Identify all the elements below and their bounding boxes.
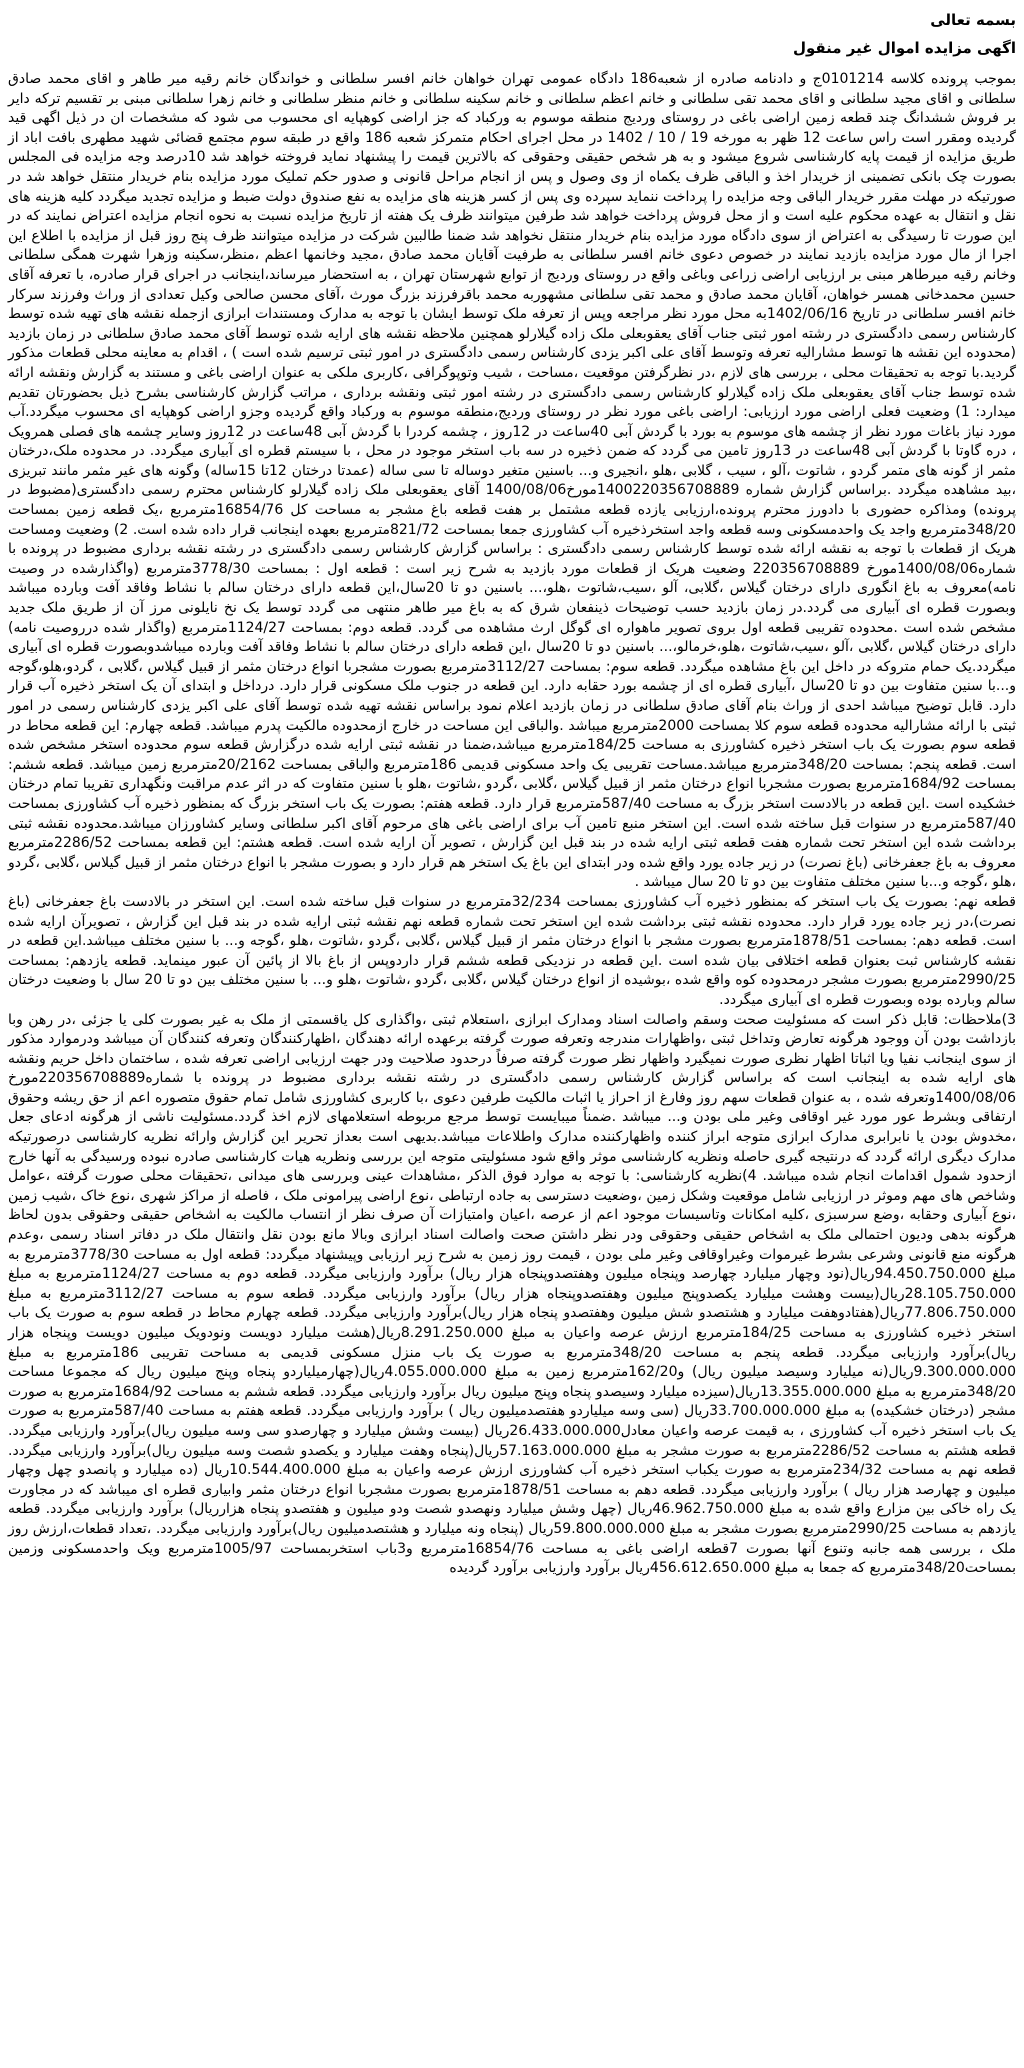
notice-paragraph: قطعه نهم: بصورت یک باب استخر که بمنظور ذخیره آب کشاورزی بمساحت 32/234مترمربع در سنوات قبل ساخته شده است. این استخر در بالادست باغ جعفرخانی (باغ نصرت)،در زیر جاده یورد قرار دارد. محدوده نقشه ثبتی برداشت شده این استخر تحت شماره قطعه نهم نقشه ثبتی ارایه شده در بند قبل این گزارش ، تصویرآن ارایه شده است. قطعه دهم: بمساحت 1878/51مترمربع بصورت مشجر با انواع درختان مثمر از قبیل گیلاس ،گلابی ،گردو ،شاتوت ،هلو ،گوجه و... با سنین مختلف میباشد.این قطعه در نقشه کارشناس ثبت بعنوان قطعه اختلافی بیان شده است .این قطعه در نزدیکی قطعه ششم قرار داردوپس از باغ بالا از پائین آن عبور مینماید. قطعه یازدهم: بمساحت 2990/25مترمربع بصورت مشجر درمحدوده کوه واقع شده ،بوشیده از انواع درختان گیلاس ،گلابی ،گردو ،شاتوت ،هلو و... با سنین مختلف بین دو تا 20 سال با وضعیت درختان سالم وبارده بوده وبصورت قطره ای آبیاری میگردد.	[8, 893, 1016, 1008]
auction-notice-page	[4, 0, 1020, 2068]
notice-paragraph: 3)ملاحظات: قابل ذکر است که مسئولیت صحت وسقم واصالت اسناد ومدارک ابرازی ،استعلام ثبتی ،واگذاری کل یاقسمتی از ملک به غیر بصورت کلی یا جزئی ،در رهن وبا بازداشت بودن آن ووجود هرگونه تعارض وتداخل ثبتی ،واظهارات مندرجه وتعرفه صورت گرفته برعهده ارائه دهندگان ،اظهارکنندگان وتعرفه کنندگان آن میباشد ودرموارد مذکور از سوی اینجانب نفیا ویا اثباتا اظهار نظری صورت نمیگیرد واظهار نظر صورت گرفته صرفاً درحدود صلاحیت ودر جهت ارزیابی اراضی تعرفه شده ، ساختمان داخل حریم ونقشه های ارایه شده به اینجانب است که براساس گزارش کارشناس رسمی دادگستری در رشته نقشه برداری مضبوط در پرونده با شماره220356708889مورخ 1400/08/06وتعرفه شده ، به عنوان قطعات سهم روز وفارغ از احراز یا اثبات مالکیت طرفین دعوی ،با کاربری کشاورزی شامل تمام حقوق متصوره اعم از حق ریشه وحقوق ارتفاقی وبشرط عور مورد غیر اوقافی وغیر ملی بودن و... میباشد .ضمناً میبایست توسط مرجع مربوطه استعلامهای لازم اخذ گردد.مسئولیت ناشی از هرگونه ادعای جعل ،مخدوش بودن یا نابرابری مدارک ابرازی متوجه ابراز کننده واظهارکننده مدارک واطلاعات میباشد.بدیهی است بعداز تحریر این گزارش وارائه نظریه کارشناسی درصورتیکه مدارک دیگری ارائه گردد که درنتیجه گیری حاصله ونظریه کارشناسی موثر واقع شود مسئولیتی متوجه این بررسی ونظریه هیات کارشناسی صادره نبوده ورسیدگی به آنها خارج ازحدود شمول اقدامات انجام شده میباشد. 4)نظریه کارشناسی: با توجه به موارد فوق الذکر ،مشاهدات عینی وبررسی های میدانی ،تحقیقات محلی صورت گرفته ،عوامل وشاخص های مهم وموثر در ارزیابی شامل موقعیت وشکل زمین ،وضعیت دسترسی به جاده ارتباطی ،نوع اراضی پیرامونی ملک ، فاصله از مراکز شهری ،نوع خاک ،شیب زمین ،نوع آبیاری وحقابه ،وضع سرسبزی ،کلیه امکانات وتاسیسات موجود اعم از عرصه ،اعیان وامتیازات آن صرف نظر از انتساب مالکیت به اشخاص حقیقی وحقوقی بدون لحاظ هرگونه بدهی ودیون احتمالی ملک به اشخاص حقیقی وحقوقی ودر نظر داشتن صحت واصالت اسناد ابرازی وبالا مانع بودن نقل وانتقال ملک در دفاتر اسناد رسمی ،وعدم هرگونه منع قانونی وشرعی بشرط غیرموات وغیراوقافی وغیر ملی بودن ، قیمت روز زمین به شرح زیر ارزیابی وپیشنهاد میگردد: قطعه اول به مساحت 3778/30مترمربع به مبلغ 94.450.750.000ریال(نود وچهار میلیارد چهارصد وپنجاه میلیون وهفتصدوپنجاه هزار ریال) برآورد وارزیابی میگردد. قطعه دوم به مساحت 1124/27مترمربع به مبلغ 28.105.750.000ریال(بیست وهشت میلیارد یکصدوپنج میلیون وهفتصدوپنجاه هزار ریال) برآورد وارزیابی میگردد. قطعه سوم به مساحت 3112/27مترمربع به مبلغ 77.806.750.000ریال(هفتادوهفت میلیارد و هشتصدو شش میلیون وهفتصدو پنجاه هزار ریال)برآورد وارزیابی میگردد. قطعه چهارم محاط در قطعه سوم به صورت یک باب استخر ذخیره کشاورزی به مساحت 184/25مترمربع ارزش عرصه واعیان به مبلغ 8.291.250.000ریال(هشت میلیارد دویست ونودویک میلیون دویست وپنجاه هزار ریال)برآورد وارزیابی میگردد. قطعه پنجم به مساحت 348/20مترمربع به صورت یک باب منزل مسکونی قدیمی به مساحت تقریبی 186مترمربع به مبلغ 9.300.000.000ریال(نه میلیارد وسیصد میلیون ریال) و162/20مترمربع زمین به مبلغ 4.055.000.000ریال(چهارمیلیاردو پنجاه وپنج میلیون ریال که مجموعا مساحت 348/20مترمربع به مبلغ 13.355.000.000ریال(سیزده میلیارد وسیصدو پنجاه وپنج میلیون ریال برآورد وارزیابی میگردد. قطعه ششم به مساحت 1684/92مترمربع به صورت مشجر (درختان خشکیده) به مبلغ 33.700.000.000ریال (سی وسه میلیاردو هفتصدمیلیون ریال ) برآورد وارزیابی میگردد. قطعه هفتم به مساحت 587/40مترمربع به صورت یک باب استخر ذخیره آب کشاورزی ، به قیمت عرصه واعیان معادل26.433.000.000ریال (بیست وشش میلیارد و چهارصدو سی وسه میلیون ریال)برآورد وارزیابی میگردد. قطعه هشتم به مساحت 2286/52مترمربع به صورت مشجر به مبلغ 57.163.000.000ریال(پنجاه وهفت میلیارد و یکصدو شصت وسه میلیون ریال)برآورد وارزیابی میگردد. قطعه نهم به مساحت 234/32مترمربع به صورت یکباب استخر ذخیره آب کشاورزی ارزش عرصه واعیان به مبلغ 10.544.400.000ریال (ده میلیارد و پانصدو چهل وچهار میلیون و چهارصد هزار ریال ) برآورد وارزیابی میگردد. قطعه دهم به مساحت 1878/51مترمربع بصورت مشجربا انواع درختان مثمر وابیاری قطره ای میباشد که در مجاورت یک راه خاکی بین مزارع واقع شده به مبلغ 46.962.750.000ریال (چهل وشش میلیارد ونهصدو شصت ودو میلیون و هفتصدو پنجاه هزارریال) برآورد وارزیابی میگردد. قطعه یازدهم به مساحت 2990/25مترمربع بصورت مشجر به مبلغ 59.800.000.000ریال (پنجاه ونه میلیارد و هشتصدمیلیون ریال)برآورد وارزیابی میگردد. ،تعداد قطعات،ارزش روز ملک ، بررسی همه جانبه وتنوع آنها بصورت 7قطعه اراضی باغی به مساحت 16854/76مترمربع و3باب استخربمساحت 1005/97مترمربع ویک واحدمسکونی وزمین بمساحت348/20مترمربع که جمعا به مبلغ 456.612.650.000ریال برآورد وارزیابی برآورد گردیده	[8, 1011, 1017, 1577]
basmala-heading: بسمه تعالی	[930, 11, 1016, 29]
notice-title: اگهی مزایده اموال غیر منقول	[792, 39, 1016, 57]
notice-paragraph: بموجب پرونده کلاسه 0101214ج و دادنامه صادره از شعبه186 دادگاه عمومی تهران خواهان خانم افسر سلطانی و خواندگان خانم رقیه میر طاهر و اقای محمد صادق سلطانی و اقای مجید سلطانی و اقای محمد تقی سلطانی و خانم اعظم سلطانی و خانم سکینه سلطانی و خانم منظر سلطانی و خانم زهرا سلطانی مبنی بر تقسیم ترکه دایر بر فروش ششدانگ چند قطعه زمین اراضی باغی در روستای وردیج منطقه موسوم به ورکباد که جز اراضی کوهپایه ای محسوب می شود که مشخصات ان در ذیل اگهی قید گردیده ومقرر است راس ساعت 12 ظهر به مورخه 19 / 10 / 1402 در محل اجرای احکام متمرکز شعبه 186 واقع در طبقه سوم مجتمع قضائی شهید مطهری بافت اباد از طریق مزایده از قیمت پایه کارشناسی شروع میشود و به هر شخص حقیقی وحقوقی که بالاترین قیمت را پیشنهاد نماید فروخته خواهد شد 10درصد وجه مزایده فی المجلس بصورت چک بانکی تضمینی از خریدار اخذ و الباقی ظرف یکماه از وی وصول و پس از انجام مراحل قانونی و صدور حکم تملیک مورد مزایده بنام خریدار منتقل خواهد شد در صورتیکه در مهلت مقرر خریدار الباقی وجه مزایده را پرداخت ننماید سپرده وی پس از کسر هزینه های مزایده به نفع صندوق دولت ضبط و مزایده تجدید میگردد کلیه هزینه های نقل و انتقال به عهده محکوم علیه است و از محل فروش پرداخت خواهد شد طرفین میتوانند ظرف یک هفته از تاریخ مزایده نسبت به نحوه انجام مزایده اعتراض نمایند که در این صورت تا رسیدگی به اعتراض از سوی دادگاه مورد مزایده بنام خریدار منتقل نخواهد شد ضمنا طالبین شرکت در مزایده میتوانند ظرف پنج روز قبل از مزایده با اطلاع این اجرا از مال مورد مزایده بازدید نمایند در خصوص دعوی خانم افسر سلطانی به طرفیت آقایان محمد صادق ،مجید وخانمها اعظم ،منظر،سکینه وزهرا شهرت همگی سلطانی وخانم رقیه میرطاهر مبنی بر ارزیابی اراضی زراعی وباغی واقع در روستای وردیج از توابع شهرستان تهران ، به استحضار میرساند،اینجانب در اجرای قرار صادره، با تعرفه آقای حسین محمدخانی همسر خواهان، آقایان محمد صادق و محمد تقی سلطانی مشهوربه محمد باقرفرزند بزرگ مورث ،آقای محسن صالحی وکیل تعدادی از وراث وفرزند سرکار خانم افسر سلطانی در تاریخ 1402/06/16به محل مورد نظر مراجعه وپس از تعرفه ملک توسط ایشان با توجه به مدارک ومستندات ابرازی ازجمله نقشه های تهیه شده توسط کارشناس رسمی دادگستری در رشته امور ثبتی جناب آقای یعقوبعلی ملک زاده گیلارلو همچنین ملاحظه نقشه های ارایه شده توسط آقای محمد صادق سلطانی در زمان بازدید (محدوده این نقشه ها توسط مشارالیه تعرفه وتوسط آقای علی اکبر یزدی کارشناس رسمی دادگستری در امور ثبتی ترسیم شده است ) ، اقدام به معاینه محلی قطعات مذکور گردید.با توجه به تحقیقات محلی ، بررسی های لازم ،در نظرگرفتن موقعیت ،مساحت ، شیب وتوپوگرافی ،کاربری ملکی به عنوان اراضی باغی و مستند به گزارش ونقشه ارائه شده توسط جناب آقای یعقوبعلی ملک زاده گیلارلو کارشناس رسمی دادگستری در رشته امور ثبتی ونقشه برداری ، مراتب گزارش کارشناسی بشرح ذیل بحضورتان تقدیم میدارد: 1) وضعیت فعلی اراضی مورد ارزیابی: اراضی باغی مورد نظر در روستای وردیج،منطقه موسوم به ورکباد واقع گردیده وجزو اراضی کوهپایه ای محسوب میگردد.آب مورد نیاز باغات مورد نظر از چشمه های موسوم به بورد با گردش آبی 40ساعت در 12روز ، چشمه کردرا با گردش آبی 48ساعت در 12روز وسایر چشمه های فصلی همرویک ، دره گاوتا با گردش آبی 48ساعت در 13روز تامین می گردد که ضمن ذخیره در سه باب استخر موجود در محل ، با سیستم قطره ای آبیاری میگردد. در محدوده ملک،درختان مثمر از گونه های متمر گردو ، شاتوت ،آلو ، سیب ، گلابی ،هلو ،انجیری و... باسنین متغیر دوساله تا سی ساله (عمدتا درختان 12تا 15ساله) وگونه های غیر مثمر مانند تبریزی ،بید مشاهده میگردد .براساس گزارش شماره 1400220356708889مورخ1400/08/06 آقای یعقوبعلی ملک زاده گیلارلو کارشناس محترم رسمی دادگستری(مضبوط در پرونده) ومذاکره حضوری با دادورز محترم پرونده،ارزیابی یازده قطعه مشتمل بر هفت قطعه باغ مشجر به مساحت کل 16854/76مترمربع ،یک قطعه زمین بمساحت 348/20مترمربع واجد یک واحدمسکونی وسه قطعه واجد استخرذخیره آب کشاورزی جمعا بمساحت 821/72مترمربع بعهده اینجانب قرار داده شده است. 2) وضعیت ومساحت هریک از قطعات با توجه به نقشه ارائه شده توسط کارشناس رسمی دادگستری : براساس گزارش کارشناس رسمی دادگستری در رشته نقشه برداری مضبوط در پرونده با شماره1400/08/06مورخ 220356708889 وضعیت هریک از قطعات مورد بازدید به شرح زیر است : قطعه اول : بمساحت 3778/30مترمربع (واگذارشده در وصیت نامه)معروف به باغ انگوری دارای درختان گیلاس ،گلابی، آلو ،سیب،شاتوت ،هلو،... باسنین دو تا 20سال،این قطعه دارای درختان سالم با نشاط وفاقد آفت وبارده میباشد وبصورت قطره ای آبیاری می گردد.در زمان بازدید حسب توضیحات ذینفعان شرق که به باغ میر طاهر منتهی می گردد توسط یک نخ نایلونی مرز آن از طریق ملک جدید مشخص شده است .محدوده تقریبی قطعه اول بروی تصویر ماهواره ای گوگل ارث مشاهده می گردد. قطعه دوم: بمساحت 1124/27مترمربع (واگذار شده درروصیت نامه) دارای درختان گیلاس ،گلابی ،آلو ،سیب،شاتوت ،هلو،خرمالو،... باسنین دو تا 20سال ،این قطعه دارای درختان سالم با نشاط وفاقد آفت وبارده میباشدوبصورت قطره ای آبیاری میگردد.یک حمام متروکه در داخل این باغ مشاهده میگردد. قطعه سوم: بمساحت 3112/27مترمربع بصورت مشجربا انواع درختان مثمر از قبیل گیلاس ،گلابی ، گردو،هلو،گوجه و...با سنین متفاوت بین دو تا 20سال ،آبیاری قطره ای از چشمه بورد حقابه دارد. این قطعه در جنوب ملک مسکونی قرار دارد. درداخل و ابتدای آن یک استخر ذخیره آب قرار دارد. قابل توضیح میباشد احدی از وراث بنام آقای صادق سلطانی در زمان بازدید اعلام نمود براساس نقشه تهیه شده توسط آقای علی اکبر یزدی کارشناس رسمی در امور ثبتی با ارائه مشارالیه محدوده قطعه سوم کلا بمساحت 2000مترمربع میباشد .والباقی این مساحت در خارج ازمحدوده مالکیت پدرم میباشد. قطعه چهارم: این قطعه محاط در قطعه سوم بصورت یک باب استخر ذخیره کشاورزی به مساحت 184/25مترمربع میباشد،ضمنا در نقشه ثبتی ارایه شده درگزارش قطعه سوم محدوده استخر مشخص شده است. قطعه پنجم: بمساحت 348/20مترمربع میباشد.مساحت تقریبی یک واحد مسکونی قدیمی 186مترمربع والباقی بمساحت 20/2162مترمربع زمین میباشد. قطعه ششم: بمساحت 1684/92مترمربع بصورت مشجربا انواع درختان مثمر از قبیل گیلاس ،گلابی ،گردو ،شاتوت ،هلو با سنین متفاوت که در اثر عدم مراقبت ونگهداری تقریبا تمام درختان خشکیده است .این قطعه در بالادست استخر بزرگ به مساحت 587/40مترمربع قرار دارد. قطعه هفتم: بصورت یک باب استخر بزرگ که بمنظور ذخیره آب کشاورزی بمساحت 587/40مترمربع در سنوات قبل ساخته شده است. این استخر منبع تامین آب برای اراضی باغی های مرحوم آقای اکبر سلطانی وسایر کشاورزان میباشد.محدوده نقشه ثبتی برداشت شده این استخر تحت شماره هفت قطعه ثبتی ارایه شده در بند قبل این گزارش ، تصویر آن ارایه شده است. قطعه هشتم: این قطعه بمساحت 2286/52مترمربع معروف به باغ جعفرخانی (باغ نصرت) در زیر جاده یورد واقع شده ودر ابتدای این باغ یک استخر هم قرار دارد و بصورت مشجر با انواع درختان مثمر از قبیل گیلاس ،گلابی ،گردو ،هلو ،گوجه و...با سنین مختلف متفاوت بین دو تا 20 سال میباشد .	[8, 71, 1017, 891]
notice-body	[8, 70, 1016, 1579]
